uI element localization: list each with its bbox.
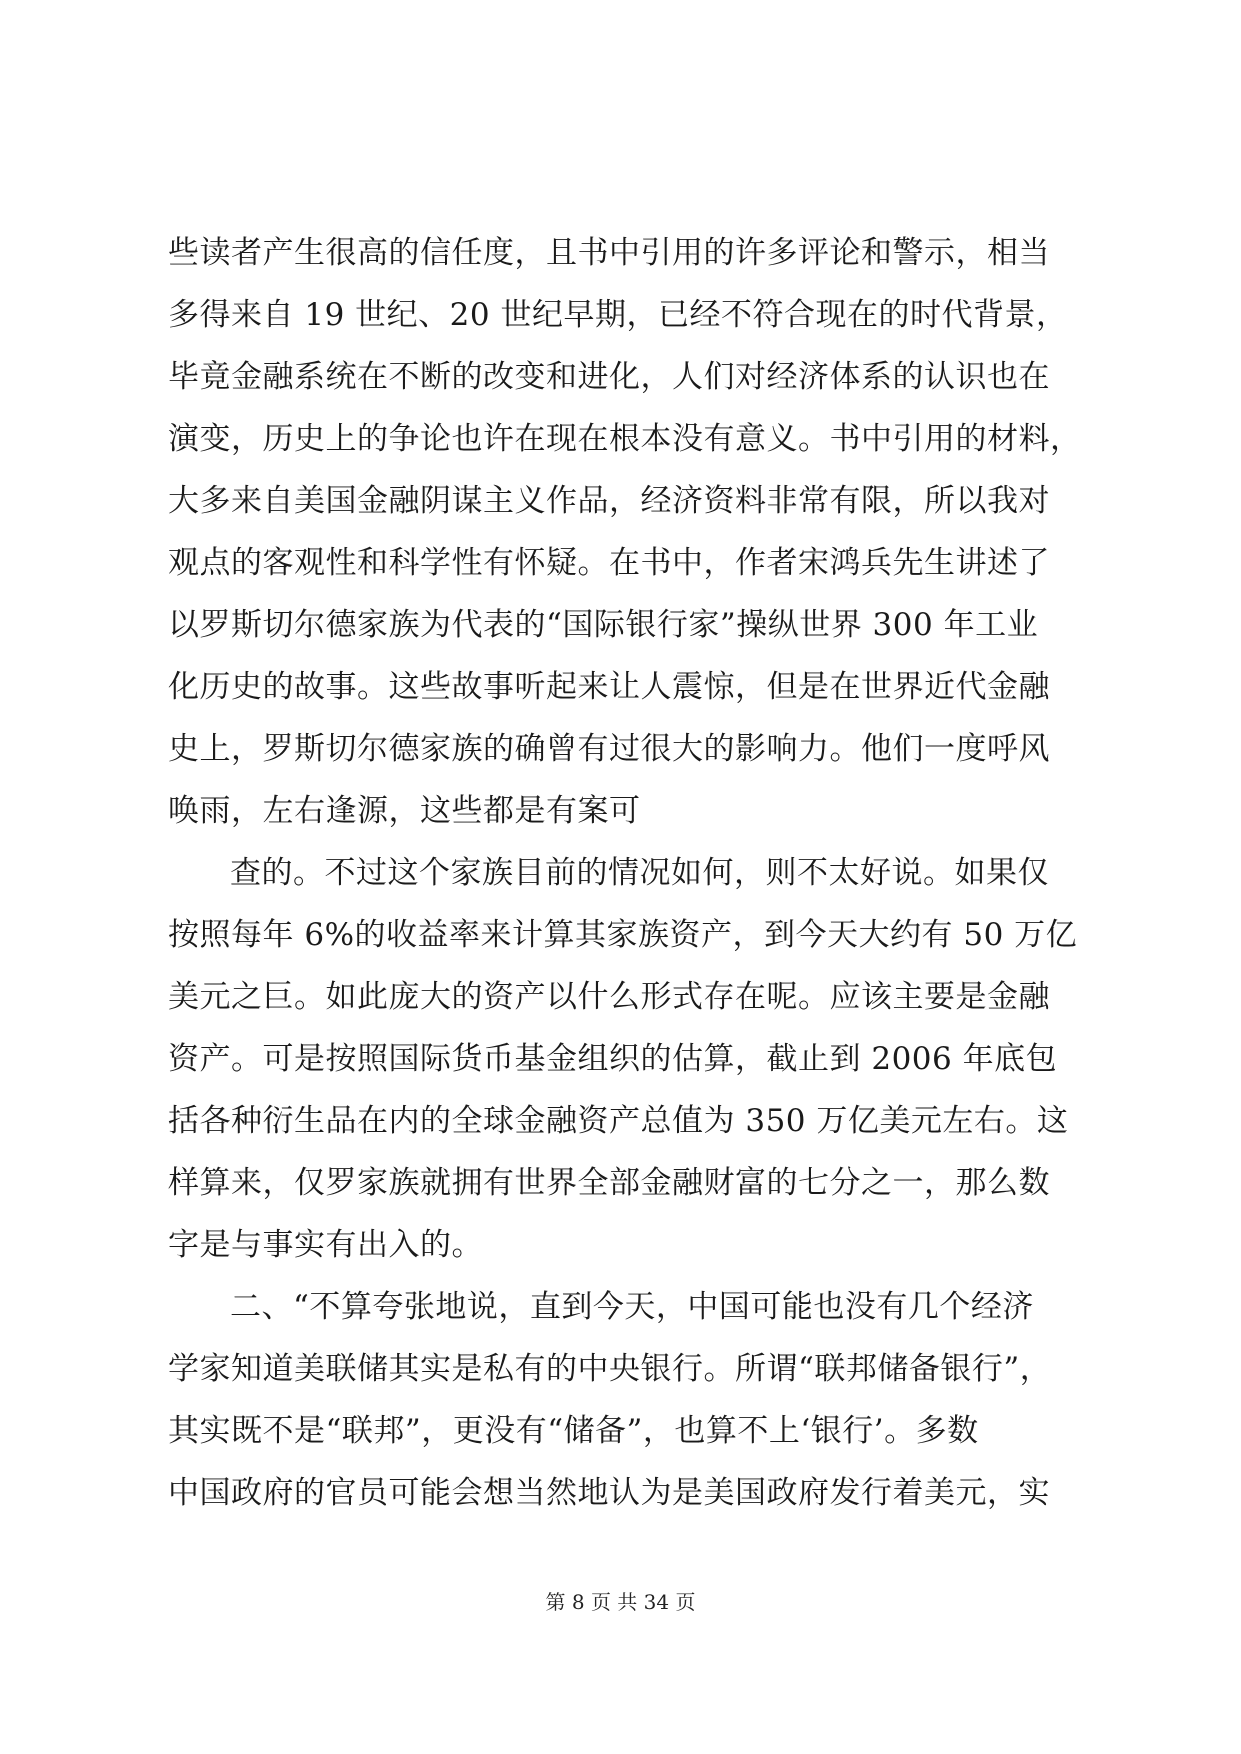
paragraph-1-line-5: 大多来自美国金融阴谋主义作品，经济资料非常有限，所以我对 xyxy=(168,483,1050,519)
paragraph-2-line-1: 查的。不过这个家族目前的情况如何，则不太好说。如果仅 xyxy=(230,855,1049,891)
paragraph-3-line-1: 二、“不算夸张地说，直到今天，中国可能也没有几个经济 xyxy=(230,1289,1034,1325)
paragraph-2-line-2: 按照每年 6%的收益率来计算其家族资产，到今天大约有 50 万亿 xyxy=(168,917,1078,953)
page-footer xyxy=(0,1586,1241,1615)
paragraph-3-line-3: 其实既不是“联邦”，更没有“储备”，也算不上‘银行’。多数 xyxy=(168,1413,979,1449)
paragraph-2-line-3: 美元之巨。如此庞大的资产以什么形式存在呢。应该主要是金融 xyxy=(168,979,1050,1015)
paragraph-1-line-2: 多得来自 19 世纪、20 世纪早期，已经不符合现在的时代背景， xyxy=(168,297,1068,333)
paragraph-2-line-7: 字是与事实有出入的。 xyxy=(168,1227,483,1263)
paragraph-1-line-3: 毕竟金融系统在不断的改变和进化，人们对经济体系的认识也在 xyxy=(168,359,1050,395)
paragraph-3-line-4: 中国政府的官员可能会想当然地认为是美国政府发行着美元，实 xyxy=(168,1475,1050,1511)
page-number-label: 第 8 页 共 34 页 xyxy=(545,1590,696,1614)
paragraph-1-line-4: 演变，历史上的争论也许在现在根本没有意义。书中引用的材料， xyxy=(168,421,1082,457)
paragraph-1-line-9: 史上，罗斯切尔德家族的确曾有过很大的影响力。他们一度呼风 xyxy=(168,731,1050,767)
paragraph-2-line-4: 资产。可是按照国际货币基金组织的估算，截止到 2006 年底包 xyxy=(168,1041,1058,1077)
paragraph-1-line-7: 以罗斯切尔德家族为代表的“国际银行家”操纵世界 300 年工业 xyxy=(168,607,1039,643)
paragraph-1-line-1: 些读者产生很高的信任度，且书中引用的许多评论和警示，相当 xyxy=(168,235,1050,271)
paragraph-1-line-8: 化历史的故事。这些故事听起来让人震惊，但是在世界近代金融 xyxy=(168,669,1050,705)
paragraph-1-line-10: 唤雨，左右逢源，这些都是有案可 xyxy=(168,793,641,829)
body-text xyxy=(168,222,1088,1524)
paragraph-3-line-2: 学家知道美联储其实是私有的中央银行。所谓“联邦储备银行”， xyxy=(168,1351,1052,1387)
paragraph-2-line-6: 样算来，仅罗家族就拥有世界全部金融财富的七分之一，那么数 xyxy=(168,1165,1050,1201)
paragraph-1-line-6: 观点的客观性和科学性有怀疑。在书中，作者宋鸿兵先生讲述了 xyxy=(168,545,1050,581)
paragraph-2-line-5: 括各种衍生品在内的全球金融资产总值为 350 万亿美元左右。这 xyxy=(168,1103,1069,1139)
